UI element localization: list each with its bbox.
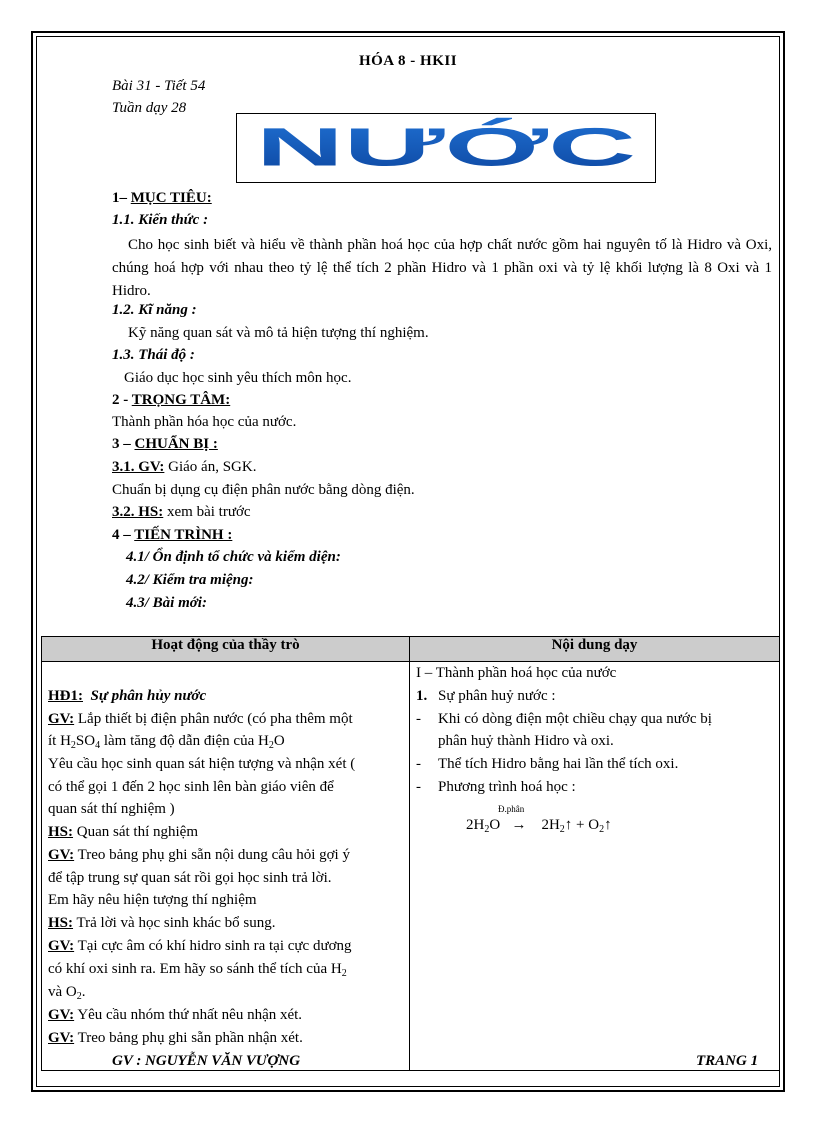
prep-hs-label: 3.2. HS: <box>112 504 164 520</box>
attitude-title: 1.3. Thái độ : <box>112 347 195 363</box>
attitude-text: Giáo dục học sinh yêu thích môn học. <box>124 370 352 386</box>
skills-text: Kỹ năng quan sát và mô tả hiện tượng thí nghiệm. <box>128 325 429 341</box>
left-line-8: để tập trung sự quan sát rồi gọi học sinh trả lời. <box>48 870 332 886</box>
chem-sub-c: 2 <box>268 740 274 751</box>
banner-title: NƯỚC <box>256 117 636 178</box>
equation-condition: Đ.phân <box>498 804 525 814</box>
chem-text-d: O <box>273 733 285 749</box>
content-item-title: Sự phân huỷ nước : <box>438 688 556 704</box>
o2-sub: 2 <box>76 991 82 1002</box>
h2-sub: 2 <box>341 968 347 979</box>
banner-wordart <box>237 114 655 182</box>
prep-gv-text: Giáo án, SGK. <box>164 459 257 475</box>
hd1-title: Sự phân hủy nước <box>90 688 207 704</box>
gv-label: GV: <box>48 847 75 863</box>
skills-title: 1.2. Kĩ năng : <box>112 302 197 318</box>
hs-label: HS: <box>48 824 74 840</box>
process-heading-text: TIẾN TRÌNH : <box>134 527 233 543</box>
content-bullet-1b: phân huỷ thành Hidro và oxi. <box>438 733 614 749</box>
chem-text-b: SO <box>75 733 96 749</box>
left-text-1: Lắp thiết bị điện phân nước (có pha thêm một <box>74 711 353 727</box>
hs-label: HS: <box>48 915 74 931</box>
table-row <box>42 662 780 1071</box>
objectives-heading-number: 1– <box>112 190 131 206</box>
reaction-arrow-icon: → <box>511 817 527 833</box>
bullet-dash: - <box>416 756 421 772</box>
chem-sub-b: 4 <box>95 740 101 751</box>
content-bullet-3: Phương trình hoá học : <box>438 779 576 795</box>
left-line-12 <box>48 961 347 978</box>
content-bullet-2: Thể tích Hidro bằng hai lần thể tích oxi. <box>438 756 679 772</box>
prep-heading-text: CHUẨN BỊ : <box>134 436 218 452</box>
left-line-3: Yêu cầu học sinh quan sát hiện tượng và nhận xét ( <box>48 756 356 772</box>
left-text-14: Yêu cầu nhóm thứ nhất nêu nhận xét. <box>74 1007 303 1023</box>
eq-product-h2: 2H <box>541 817 560 833</box>
prep-hs-text: xem bài trước <box>163 504 251 520</box>
col-header-content: Nội dung dạy <box>410 637 780 662</box>
lesson-number: Bài 31 - Tiết 54 <box>112 78 206 94</box>
prep-gv-line <box>112 459 256 476</box>
content-cell <box>410 662 780 1071</box>
activities-cell <box>42 662 410 1071</box>
left-line-14 <box>48 1007 302 1024</box>
gv-label: GV: <box>48 711 75 727</box>
bullet-dash: - <box>416 711 421 727</box>
header-title: HÓA 8 - HKII <box>358 53 458 69</box>
left-text-13: và O <box>48 984 77 1000</box>
left-text-10: Trả lời và học sinh khác bổ sung. <box>73 915 276 931</box>
eq-product-h2-sub: 2 <box>559 824 565 835</box>
left-text-12: có khí oxi sinh ra. Em hãy so sánh thể tích của H <box>48 961 342 977</box>
left-line-6 <box>48 824 198 841</box>
bullet-dash: - <box>416 779 421 795</box>
hd1-label: HĐ1: <box>48 688 83 704</box>
left-text-15: Treo bảng phụ ghi sẵn phần nhận xét. <box>74 1030 303 1046</box>
focus-heading-number: 2 - <box>112 392 132 408</box>
left-line-7 <box>48 847 350 864</box>
left-text-11: Tại cực âm có khí hidro sinh ra tại cực dương <box>74 938 352 954</box>
chem-text-c: làm tăng độ dẫn điện của H <box>100 733 269 749</box>
left-line-5: quan sát thí nghiệm ) <box>48 801 175 817</box>
prep-heading-number: 3 – <box>112 436 135 452</box>
objectives-heading <box>112 190 212 207</box>
teaching-week: Tuần dạy 28 <box>112 100 187 116</box>
prep-gv-text2: Chuẩn bị dụng cụ điện phân nước bằng dòng điện. <box>112 482 415 498</box>
process-step-1: 4.1/ Ổn định tổ chức và kiểm diện: <box>126 549 341 565</box>
table-header-row <box>42 637 780 662</box>
eq-reactant: 2H <box>466 817 485 833</box>
eq-product-o2: + O <box>572 817 600 833</box>
left-line-9: Em hãy nêu hiện tượng thí nghiệm <box>48 892 257 908</box>
left-line-10 <box>48 915 276 932</box>
prep-hs-line <box>112 504 251 521</box>
lesson-table <box>41 636 780 1071</box>
eq-product-o2-sub: 2 <box>599 824 605 835</box>
process-step-2: 4.2/ Kiểm tra miệng: <box>126 572 254 588</box>
left-line-4: có thể gọi 1 đến 2 học sinh lên bàn giáo viên để <box>48 779 334 795</box>
col-header-activities: Hoạt động của thầy trò <box>42 637 410 662</box>
process-heading <box>112 527 232 544</box>
gv-label: GV: <box>48 1007 75 1023</box>
gv-label: GV: <box>48 1030 75 1046</box>
knowledge-title: 1.1. Kiến thức : <box>112 212 209 228</box>
content-section-title: I – Thành phần hoá học của nước <box>416 665 617 681</box>
left-line-13 <box>48 984 86 1001</box>
left-line-2 <box>48 733 285 750</box>
left-line-15 <box>48 1030 303 1047</box>
gv-label: GV: <box>48 938 75 954</box>
left-text-7: Treo bảng phụ ghi sẵn nội dung câu hỏi gợi ý <box>74 847 350 863</box>
chem-sub-a: 2 <box>70 740 76 751</box>
left-text-6: Quan sát thí nghiệm <box>73 824 198 840</box>
prep-gv-label: 3.1. GV: <box>112 459 165 475</box>
objectives-heading-text: MỤC TIÊU: <box>130 190 212 206</box>
eq-reactant-sub: 2 <box>484 824 490 835</box>
footer-page: TRANG 1 <box>696 1053 759 1069</box>
content-item-number: 1. <box>416 688 428 704</box>
gas-up-arrow-icon: ↑ <box>564 817 573 833</box>
focus-heading-text: TRỌNG TÂM: <box>131 392 231 408</box>
title-banner <box>236 113 656 183</box>
left-line-1 <box>48 711 353 728</box>
chemical-equation <box>466 817 612 834</box>
process-heading-number: 4 – <box>112 527 135 543</box>
hd1-line <box>48 688 206 705</box>
footer-teacher: GV : NGUYỄN VĂN VƯỢNG <box>112 1053 301 1069</box>
chem-text-a: ít H <box>48 733 71 749</box>
knowledge-text: Cho học sinh biết và hiểu về thành phần hoá học của hợp chất nước gồm hai nguyên tố là Hidro và Oxi, chúng hoá hợp với nhau theo tỷ lệ thể tích 2 phần Hidro và 1 phần oxi và tỷ lệ khối lượng là 8 Oxi và 1 Hidro. <box>112 237 772 299</box>
gas-up-arrow-icon: ↑ <box>604 817 612 833</box>
eq-reactant-end: O <box>489 817 501 833</box>
focus-heading <box>112 392 230 409</box>
left-line-11 <box>48 938 352 955</box>
prep-heading <box>112 436 218 453</box>
focus-text: Thành phần hóa học của nước. <box>112 414 297 430</box>
left-text-13-end: . <box>81 984 86 1000</box>
content-bullet-1a: Khi có dòng điện một chiều chạy qua nước bị <box>438 711 712 727</box>
process-step-3: 4.3/ Bài mới: <box>126 595 207 611</box>
